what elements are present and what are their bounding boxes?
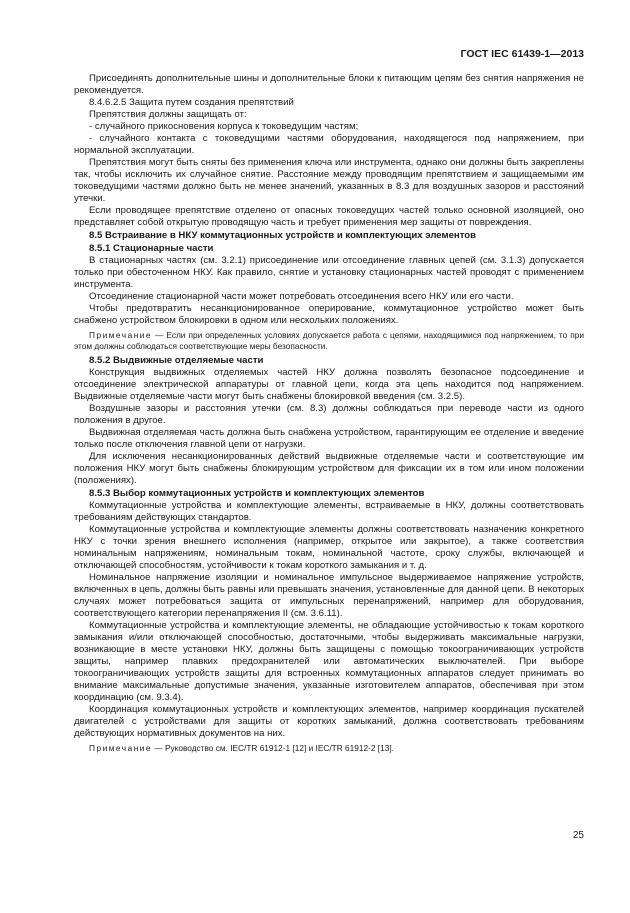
- body-paragraph: Координация коммутационных устройств и комплектующих элементов, например координация пускателей двигателей с устройствами для защиты от коротких замыканий, должна соответствовать требованиям действующих нормативных документов на них.: [74, 704, 584, 739]
- body-paragraph: - случайного прикосновения корпуса к токоведущим частям;: [89, 121, 359, 132]
- note-text: — Руководство см. IEC/TR 61912-1 [12] и IEC/TR 61912-2 [13].: [152, 743, 394, 753]
- document-code-header: ГОСТ IEC 61439-1—2013: [460, 48, 584, 60]
- body-paragraph: Конструкция выдвижных отделяемых частей НКУ должна позволять безопасное подсоединение и отсоединение электрической аппаратуры от главной цепи, когда эта цепь находится под напряжением. Выдвижные отделяемые части могут быть снабжены блокировкой введения (см. 3.2.5).: [74, 367, 584, 402]
- section-heading: 8.5.2 Выдвижные отделяемые части: [89, 355, 264, 366]
- body-paragraph: Отсоединение стационарной части может потребовать отсоединения всего НКУ или его части.: [89, 291, 514, 302]
- page-number: 25: [572, 830, 584, 841]
- note-paragraph: [74, 743, 584, 754]
- body-paragraph: - случайного контакта с токоведущими частями оборудования, находящегося под напряжением, при нормальной эксплуатации.: [74, 133, 584, 156]
- section-heading: 8.5.3 Выбор коммутационных устройств и комплектующих элементов: [89, 488, 425, 499]
- body-paragraph: Препятствия могут быть сняты без применения ключа или инструмента, однако они должны быть закреплены так, чтобы исключить их случайное снятие. Расстояние между проводящим препятствием и защищаемыми им токоведущими частями должно быть не менее значений, указанных в 8.3 для воздушных зазоров и расстояний утечки.: [74, 157, 584, 204]
- section-heading: 8.5 Встраивание в НКУ коммутационных устройств и комплектующих элементов: [89, 230, 477, 241]
- body-paragraph: Воздушные зазоры и расстояния утечки (см. 8.3) должны соблюдаться при переводе части из одного положения в другое.: [74, 403, 584, 426]
- body-paragraph: Для исключения несанкционированных действий выдвижные отделяемые части и соответствующие им положения НКУ могут быть снабжены блокирующим устройством для фиксации их в том или ином положении (положениях).: [74, 451, 584, 486]
- note-text: — Если при определенных условиях допускается работа с цепями, находящимися под напряжением, то при этом должны соблюдаться соответствующие меры безопасности.: [74, 330, 584, 351]
- body-paragraph: 8.4.6.2.5 Защита путем создания препятствий: [89, 97, 294, 108]
- note-label: Примечание: [89, 743, 153, 753]
- note-paragraph: [74, 330, 584, 352]
- document-body: [74, 73, 584, 757]
- note-label: Примечание: [89, 330, 153, 340]
- body-paragraph: Номинальное напряжение изоляции и номинальное импульсное выдерживаемое напряжение устройств, включенных в цепь, должны быть равны или превышать значения, установленные для данной цепи. В некоторых случаях может потребоваться защита от импульсных перенапряжений, например для оборудования, соответствующего категории перенапряжения II (см. 3.6.11).: [74, 572, 584, 619]
- body-paragraph: Коммутационные устройства и комплектующие элементы должны соответствовать назначению конкретного НКУ с точки зрения внешнего исполнения (например, открытое или закрытое), а также соответствия номинальным напряжениям, номинальным токам, номинальной частоте, сроку службы, включающей и отключающей способностям, устойчивости к токам короткого замыкания и т. д.: [74, 524, 584, 571]
- body-paragraph: Чтобы предотвратить несанкционированное оперирование, коммутационное устройство может быть снабжено устройством блокировки в одном или нескольких положениях.: [74, 303, 584, 326]
- body-paragraph: В стационарных частях (см. 3.2.1) присоединение или отсоединение главных цепей (см. 3.1.3) допускается только при обесточенном НКУ. Как правило, снятие и установку стационарных частей проводят с применением инструмента.: [74, 255, 584, 290]
- body-paragraph: Коммутационные устройства и комплектующие элементы, не обладающие устойчивостью к токам короткого замыкания и/или отключающей способностью, достаточными, чтобы выдерживать максимальные нагрузки, возникающие в месте установки НКУ, должны быть защищены с помощью токоограничивающих устройств защиты, например плавких предохранителей или автоматических выключателей. При выборе токоограничивающих устройств защиты для встроенных коммутационных аппаратов следует принимать во внимание максимальные допустимые значения, указанные изготовителем аппаратов, обеспечивая при этом координацию (см. 9.3.4).: [74, 620, 584, 703]
- section-heading: 8.5.1 Стационарные части: [89, 243, 214, 254]
- body-paragraph: Присоединять дополнительные шины и дополнительные блоки к питающим цепям без снятия напряжения не рекомендуется.: [74, 73, 584, 96]
- body-paragraph: Выдвижная отделяемая часть должна быть снабжена устройством, гарантирующим ее отделение и введение только после отключения главной цепи от нагрузки.: [74, 427, 584, 450]
- body-paragraph: Если проводящее препятствие отделено от опасных токоведущих частей только основной изоляцией, оно представляет собой открытую проводящую часть и требует применения мер защиты от повреждения.: [74, 205, 584, 228]
- body-paragraph: Коммутационные устройства и комплектующие элементы, встраиваемые в НКУ, должны соответствовать требованиям действующих стандартов.: [74, 500, 584, 523]
- body-paragraph: Препятствия должны защищать от:: [89, 109, 247, 120]
